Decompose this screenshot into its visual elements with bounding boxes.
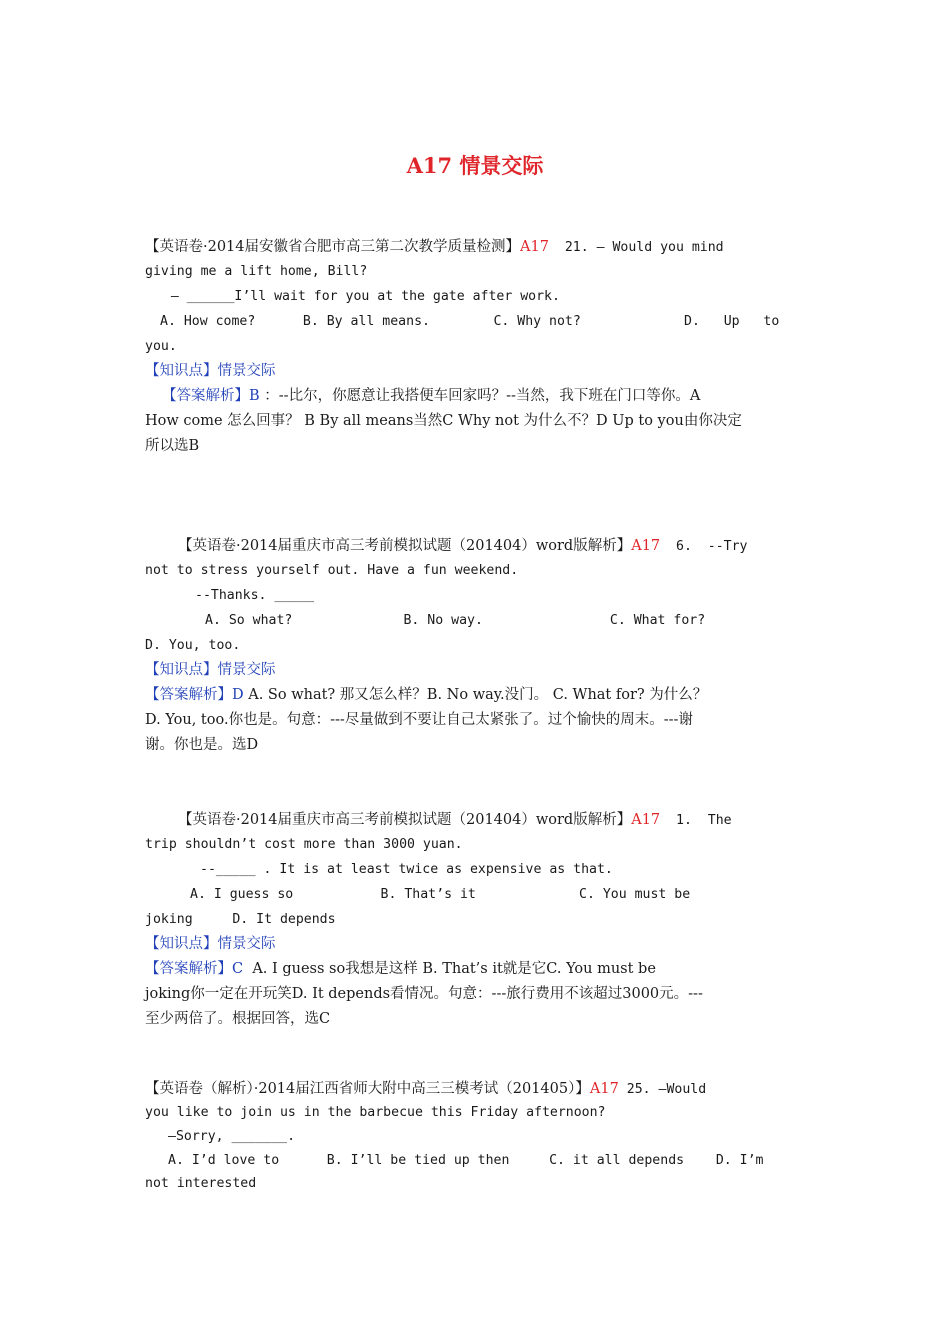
- q1-knowledge-point: 【知识点】情景交际: [145, 363, 276, 379]
- q3-options: A. I guess so B. That’s it C. You must be: [190, 887, 691, 902]
- q2-answer-label: 【答案解析】D: [145, 687, 244, 703]
- q3-answer: [145, 958, 807, 980]
- q1-line2: giving me a lift home, Bill?: [145, 264, 368, 279]
- q4-line1: [145, 1078, 807, 1101]
- q2-line3: --Thanks. _____: [195, 588, 315, 603]
- q3-line2: trip shouldn’t cost more than 3000 yuan.: [145, 837, 463, 852]
- q1-line3: — ______I’ll wait for you at the gate after work.: [155, 289, 560, 304]
- q4-line3: —Sorry, _______.: [168, 1129, 296, 1144]
- q3-line5: joking D. It depends: [145, 912, 336, 927]
- q2-answer-text: A. So what? 那又怎么样？B. No way.没门。 C. What for? 为什么？: [243, 687, 708, 703]
- q1-source: 【英语卷·2014届安徽省合肥市高三第二次教学质量检测】: [145, 239, 521, 255]
- q1-options: A. How come? B. By all means. C. Why not? D. Up to: [160, 314, 780, 329]
- q1-answer-line2: How come 怎么回事？ B By all means当然C Why not 为什么不？D Up to you由你决定: [145, 413, 742, 429]
- q4-tag: A17: [589, 1081, 619, 1097]
- q3-answer-text: A. I guess so我想是这样 B. That’s it就是它C. You must be: [243, 961, 656, 977]
- q3-line1: [178, 809, 808, 832]
- q1-answer-text: ：--比尔，你愿意让我搭便车回家吗？--当然，我下班在门口等你。A: [259, 388, 701, 404]
- q3-line3: --_____ . It is at least twice as expensive as that.: [200, 862, 613, 877]
- q3-answer-line3: 至少两倍了。根据回答，选C: [145, 1011, 331, 1027]
- q2-line1: [178, 535, 808, 558]
- q2-line2: not to stress yourself out. Have a fun weekend.: [145, 563, 519, 578]
- q2-source: 【英语卷·2014届重庆市高三考前模拟试题（201404）word版解析】: [178, 538, 632, 554]
- q2-knowledge-point: 【知识点】情景交际: [145, 662, 276, 678]
- q4-line5: not interested: [145, 1176, 257, 1191]
- q1-line1: [145, 236, 807, 259]
- page-title: A17 情景交际: [406, 153, 544, 178]
- q3-source: 【英语卷·2014届重庆市高三考前模拟试题（201404）word版解析】: [178, 812, 632, 828]
- q2-line5: D. You, too.: [145, 638, 241, 653]
- q4-source: 【英语卷（解析）·2014届江西省师大附中高三三模考试（201405）】: [145, 1081, 590, 1097]
- q3-question-start: 1. The: [660, 813, 732, 828]
- q3-knowledge-point: 【知识点】情景交际: [145, 936, 276, 952]
- q3-answer-label: 【答案解析】C: [145, 961, 244, 977]
- q4-line2: you like to join us in the barbecue this Friday afternoon?: [145, 1105, 606, 1120]
- q2-answer: [145, 684, 807, 706]
- q2-options: A. So what? B. No way. C. What for?: [205, 613, 706, 628]
- q2-question-start: 6. --Try: [660, 539, 748, 554]
- q1-answer-label: 【答案解析】B: [162, 388, 260, 404]
- q3-answer-line2: joking你一定在开玩笑D. It depends看情况。句意：---旅行费用不该超过3000元。---: [145, 986, 703, 1002]
- q4-question-start: 25. —Would: [618, 1082, 707, 1097]
- q4-options: A. I’d love to B. I’ll be tied up then C. it all depends D. I’m: [168, 1153, 764, 1168]
- q1-question-start: 21. — Would you mind: [548, 240, 724, 255]
- q1-tag: A17: [520, 239, 549, 255]
- q3-tag: A17: [631, 812, 661, 828]
- q1-answer-line3: 所以选B: [145, 438, 200, 454]
- q1-line5: you.: [145, 339, 177, 354]
- q1-answer: [162, 385, 824, 407]
- q2-tag: A17: [631, 538, 661, 554]
- q2-answer-line3: 谢。你也是。选D: [145, 737, 259, 753]
- q2-answer-line2: D. You, too.你也是。句意：---尽量做到不要让自己太紧张了。过个愉快的周末。---谢: [145, 712, 693, 728]
